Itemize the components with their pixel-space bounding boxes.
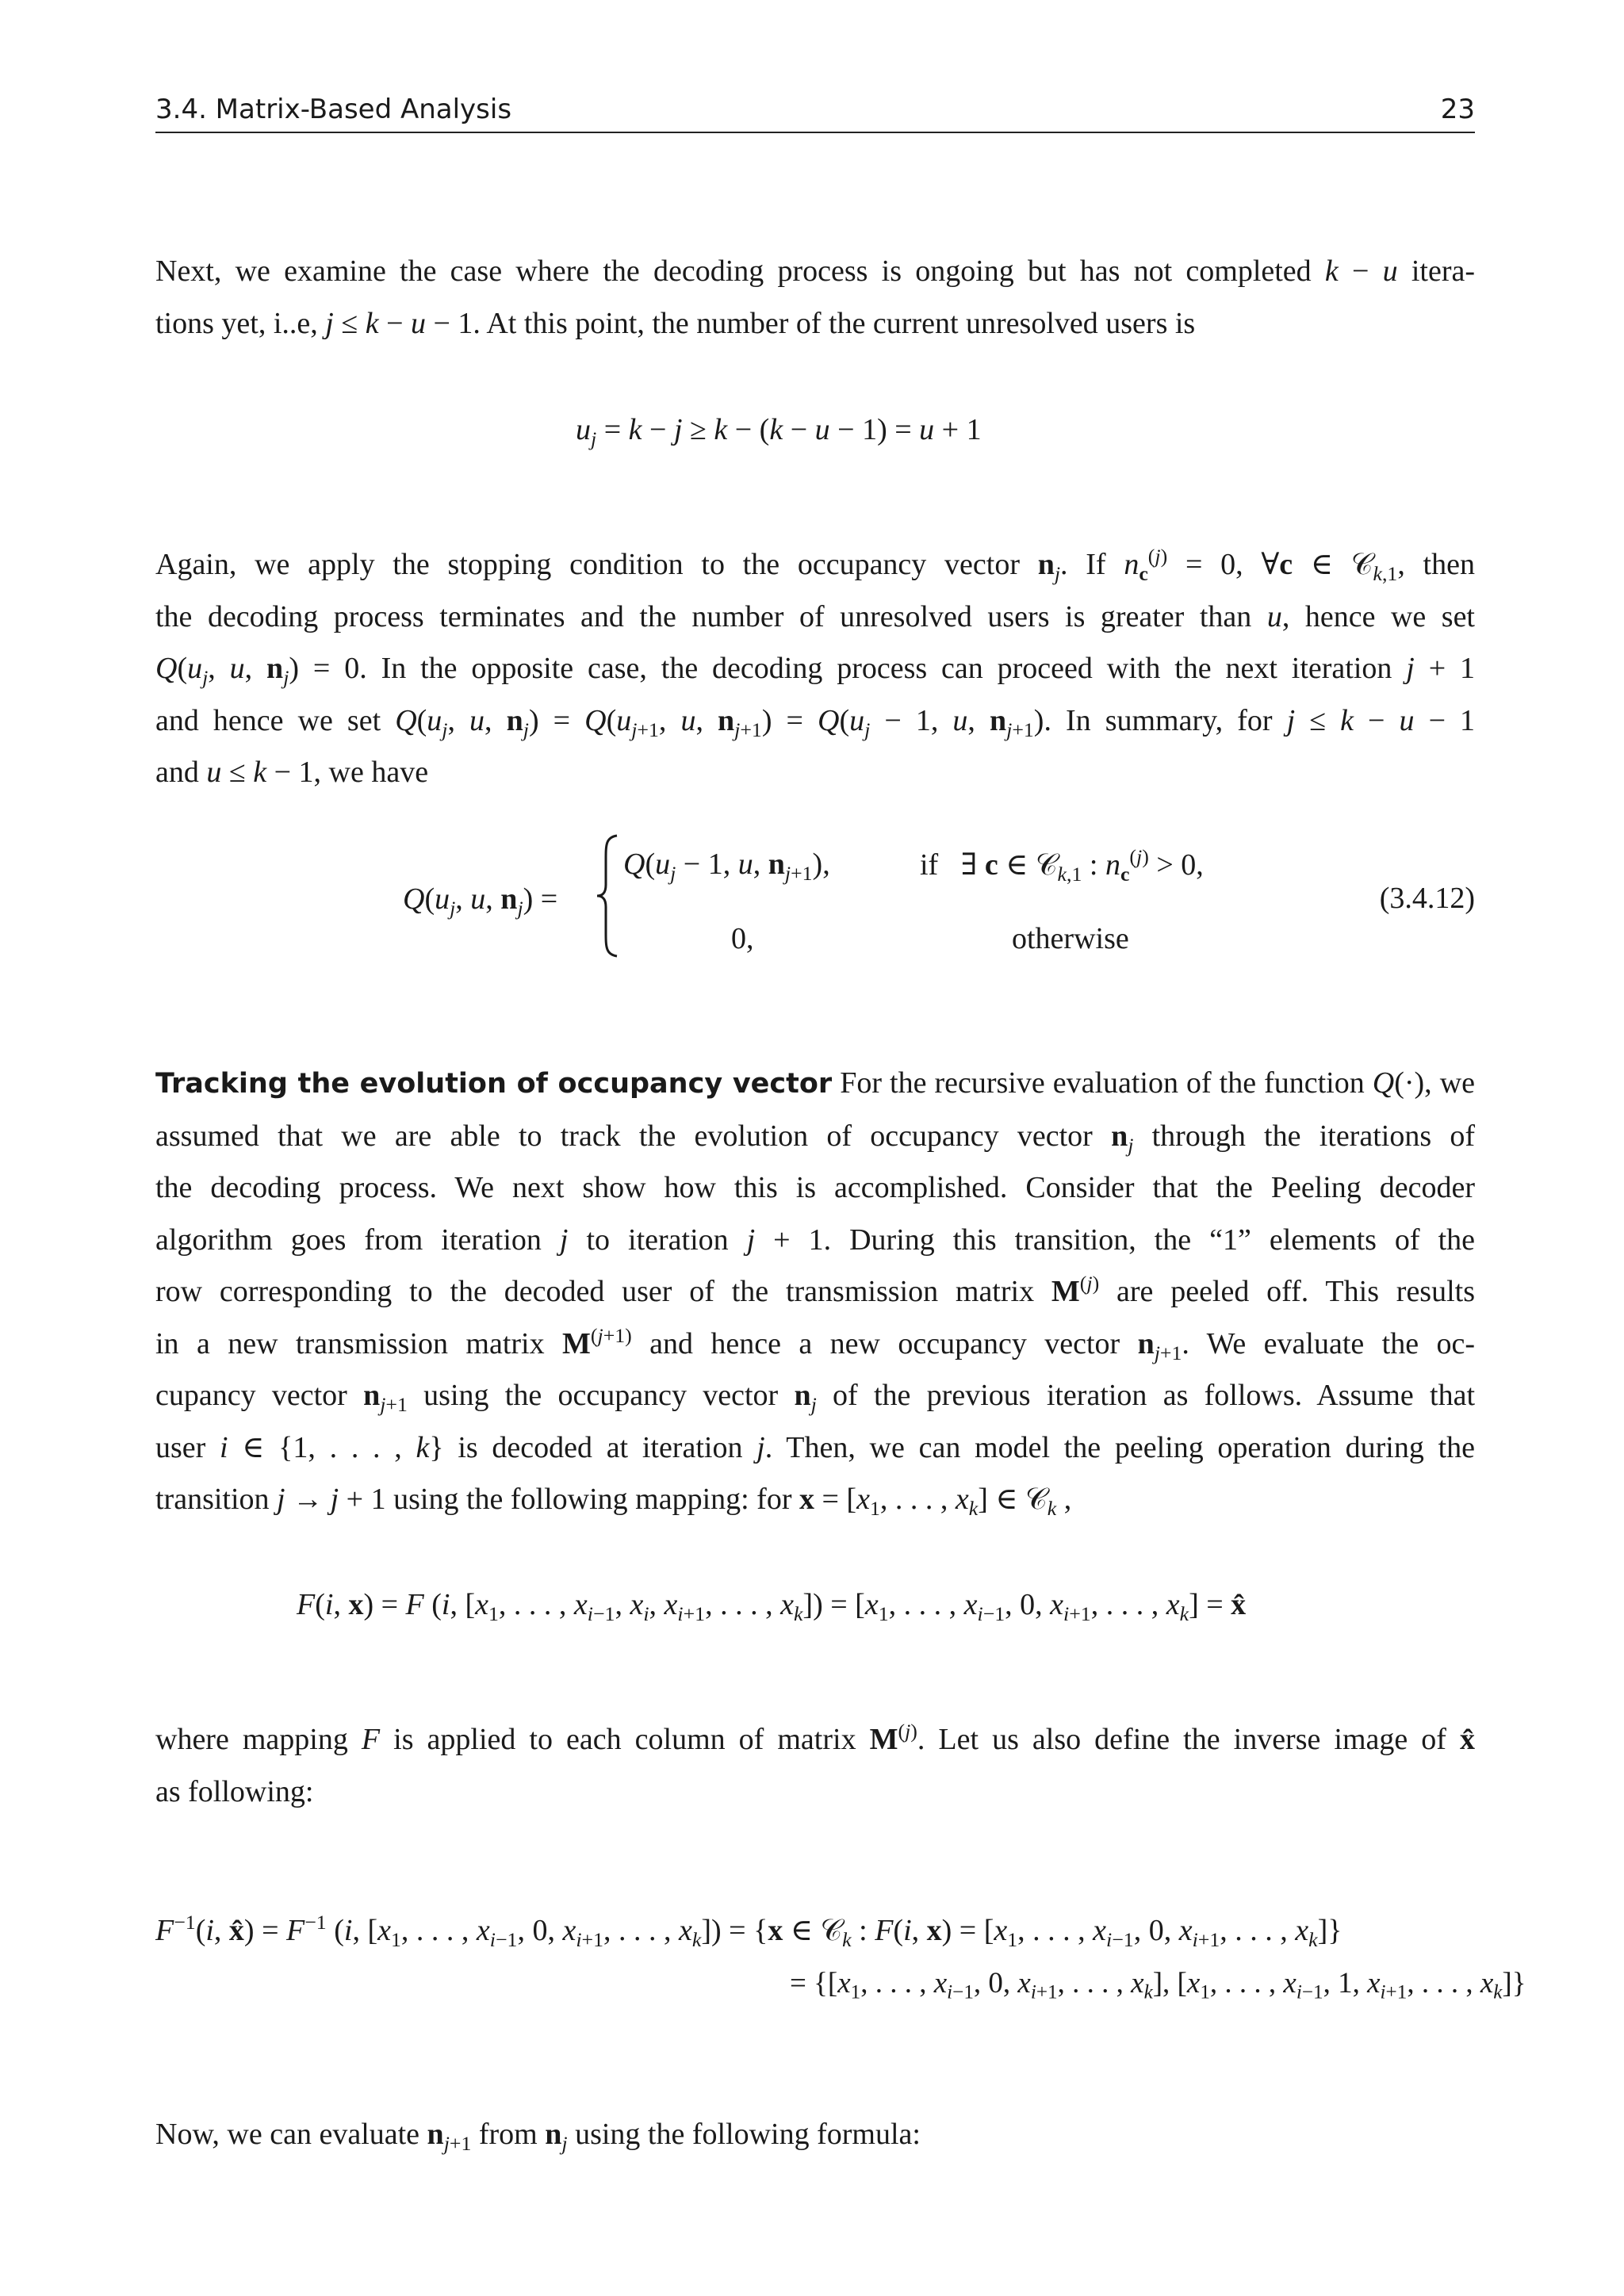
paragraph-intro (155, 246, 1475, 350)
paragraph-line: the decoding process. We next show how this is accomplished. Consider that the Peeling decoder (155, 1171, 1475, 1204)
paragraph-tracking (155, 1058, 1475, 1526)
equation-mapping-F: F(i, x) = F (i, [$x_1$, . . . , $x_{i-1}$, $x_i$, $x_{i+1}$, . . . , $x_k]) = [x_1$, . . . , $x_{i-1}$, 0, $x_{i+1}$, . . . , $x_k$] = x̂ (297, 1588, 1247, 1625)
paragraph-line: $Q(u_j$, u, $n_j) = 0$. In the opposite case, the decoding process can proceed with the next iteration j + 1 (155, 652, 1476, 689)
paragraph-line: algorithm goes from iteration j to iteration j + 1. During this transition, the “1” elements of the (155, 1223, 1475, 1257)
paragraph-line: and u ≤ k − 1, we have (155, 756, 429, 789)
paragraph-line: Tracking the evolution of occupancy vector For the recursive evaluation of the function Q(·), we (155, 1066, 1476, 1100)
paragraph-line: user i ∈ {1, . . . , k} is decoded at iteration j. Then, we can model the peeling operation during the (155, 1430, 1476, 1464)
page-number: 23 (1440, 94, 1475, 125)
equation-condition-1: if ∃ c ∈ 𝒞$_{k,1}$ : $n_c^{(j)} > 0$, (920, 844, 1204, 886)
paragraph-line: as following: (155, 1774, 314, 1808)
equation-unresolved-users: $u_j = k - j \ge k - (k - u - 1) = u + 1$ (576, 413, 982, 450)
paragraph-line: row corresponding to the decoded user of the transmission matrix $M^{(j)}$ are peeled off. This results (155, 1271, 1476, 1308)
equation-inverse-line-2: = {[$x_1$, . . . , $x_{i-1}$, 0, $x_{i+1}$, . . . , $x_k$], [$x_1$, . . . , $x_{i-1}$, 1, $x_{i+1}$, . . . , $x_k$]} (790, 1967, 1526, 2003)
paragraph-line: where mapping F is applied to each column of matrix $M^{(j)}$. Let us also define the inverse image of x̂ (155, 1719, 1475, 1756)
equation-case-2: 0, (731, 922, 754, 955)
paragraph-line: transition j → j + 1 using the following mapping: for $x = [x_1$, . . . , $x_k$] ∈ 𝒞$_k$ , (155, 1483, 1072, 1520)
runin-heading: Tracking the evolution of occupancy vector (155, 1068, 833, 1100)
running-header (155, 90, 1475, 133)
equation-condition-2: otherwise (1012, 922, 1129, 955)
paragraph-stopping-condition (155, 539, 1475, 799)
equation-cases-lhs: $Q(u_j$, u, $n_j$) = (403, 882, 558, 920)
paragraph-line: assumed that we are able to track the evolution of occupancy vector $n_j$ through the iterations of (155, 1119, 1475, 1157)
paragraph-line: in a new transmission matrix $M^{(j+1)}$ and hence a new occupancy vector $n_{j+1}$. We evaluate the oc- (155, 1323, 1475, 1364)
equation-case-1: $Q(u_j - 1$, u, $n_{j+1}$), (623, 848, 830, 885)
paragraph-formula-intro (155, 2109, 1475, 2161)
paragraph-line: and hence we set $Q(u_j$, u, $n_j) = Q(u_{j+1}$, u, $n_{j+1}) = Q(u_j - 1$, u, $n_{j+1}$). In summary, for j ≤ k − u − 1 (155, 703, 1476, 741)
paragraph-line: Again, we apply the stopping condition to the occupancy vector $n_j$. If $n_c^{(j)} = 0$, ∀c ∈ 𝒞$_{k,1}$, then (155, 544, 1475, 585)
equation-inverse-line-1: $F^{-1}(i$, x̂) = $F^{-1}$ (i, [$x_1$, . . . , $x_{i-1}$, 0, $x_{i+1}$, . . . , $x_k]) = \{x$ ∈ 𝒞$_k$ : F(i, $x) = [x_1$, . . . , $x_{i-1}$, 0, $x_{i+1}$, . . . , $x_k$]} (155, 1910, 1342, 1951)
left-brace-icon (595, 832, 620, 959)
paragraph-line: Now, we can evaluate $n_{j+1}$ from $n_j$ using the following formula: (155, 2118, 921, 2155)
paragraph-inverse-image (155, 1714, 1475, 1818)
paragraph-line: the decoding process terminates and the number of unresolved users is greater than u, hence we set (155, 599, 1475, 633)
paragraph-intro-line-2: tions yet, i..e, j ≤ k − u − 1. At this point, the number of the current unresolved users is (155, 306, 1196, 340)
equation-number: (3.4.12) (1379, 882, 1475, 915)
paragraph-line: cupancy vector $n_{j+1}$ using the occupancy vector $n_j$ of the previous iteration as follows. Assume that (155, 1379, 1475, 1416)
section-title: 3.4. Matrix-Based Analysis (155, 94, 512, 125)
paragraph-intro-line-1: Next, we examine the case where the decoding process is ongoing but has not completed k − u itera- (155, 254, 1476, 288)
